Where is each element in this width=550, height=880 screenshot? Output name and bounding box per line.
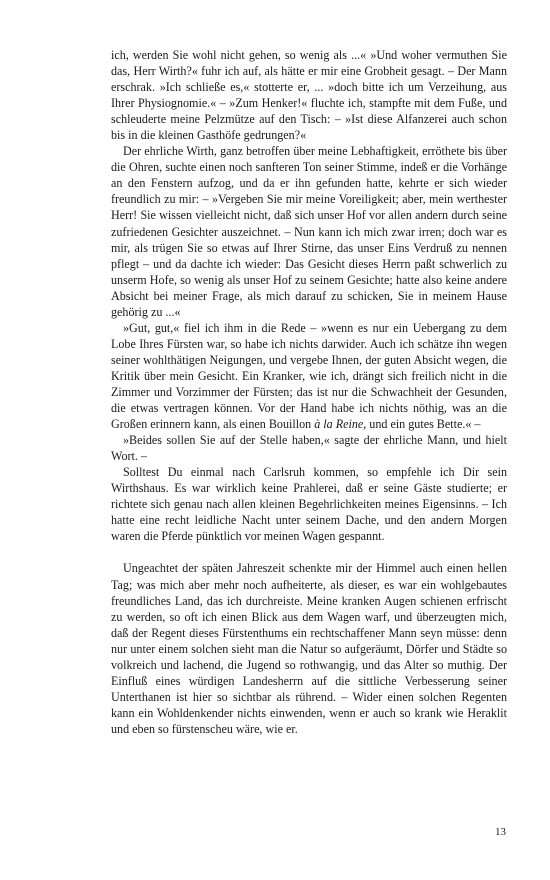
paragraph-text: und ein gutes Bette.« – — [366, 417, 481, 432]
paragraph-3 — [111, 320, 507, 432]
paragraph-2 — [111, 143, 507, 320]
paragraph-text: ich, werden Sie wohl nicht gehen, so wenig als ...« »Und woher vermuthen Sie das, Herr Wirth?« fuhr ich auf, als hätte er mir eine Grobheit gesagt. – Der Mann erschrak. »Ich schließe es,« stotterte er, ... »doch bitte ich um Verzeihung, aus Ihrer Physiognomie.« – »Zum Henker!« fluchte ich, stampfte mit dem Fuße, und schleuderte meine Pelzmütze auf den Tisch: – »Ist diese Alfanzerei auch schon bis in die kleinen Gasthöfe gedrungen?« — [111, 48, 507, 143]
paragraph-text: »Beides sollen Sie auf der Stelle haben,« sagte der ehrliche Mann, und hielt Wort. – — [111, 433, 507, 464]
italic-phrase: à la Reine, — [314, 417, 367, 432]
paragraph-5 — [111, 464, 507, 544]
paragraph-text: »Gut, gut,« fiel ich ihm in die Rede – »wenn es nur ein Uebergang zu dem Lobe Ihres Fürsten war, so habe ich nichts darwider. Auch ich schätze ihn wegen seiner wohlthätigen Neigungen, und vergebe Ihnen, der guten Absicht wegen, die Kritik über mein Gesicht. Ein Kranker, wie ich, drängt sich freilich nicht in die Zimmer und Vorzimmer der Fürsten; das ist nur die Schwachheit der Gesunden, die etwas vertragen können. Vor der Hand habe ich nichts nöthig, was an die Großen erinnern kann, als einen Bouillon — [111, 320, 507, 432]
paragraph-text: Ungeachtet der späten Jahreszeit schenkte mir der Himmel auch einen hellen Tag; was mich aber mehr noch aufheiterte, als dieser, es war ein wohlgebautes freundliches Land, das ich durchreiste. Meine kranken Augen schienen erfrischt zu werden, so oft ich einen Blick aus dem Wagen warf, und überzeugten mich, daß der Regent dieses Fürstenthums ein rechtschaffener Mann seyn müsse: denn nur unter einem solchen sieht man die Natur so aufgeräumt, Dörfer und Städte so volkreich und lachend, die Jugend so rothwangig, und das Alter so muthig. Der Einfluß eines würdigen Landesherrn auf die sittliche Verbesserung seiner Unterthanen ist hier so sichtbar als rührend. – Wider einen solchen Regenten kann ein Wohldenkender nichts einwenden, wenn er auch so krank wie Heraklit und eben so fürstenscheu wäre, wie er. — [111, 561, 507, 736]
paragraph-6 — [111, 560, 507, 737]
paragraph-text: Der ehrliche Wirth, ganz betroffen über meine Lebhaftigkeit, erröthete bis über die Ohren, suchte einen noch sanfteren Ton seiner Stimme, indeß er die Vorhänge an den Fenstern aufzog, und da er ihn gefunden hatte, kehrte er sich wieder freundlich zu mir: – »Vergeben Sie mir meine Voreiligkeit; aber, mein werthester Herr! Sie wissen vielleicht nicht, daß sich unser Hof vor allen andern durch seine zufriedenen Gesichter auszeichnet. – Nun kann ich mich zwar irren; doch war es mir, als trügen Sie so etwas auf Ihrer Stirne, das unser Eins Verdruß zu nennen pflegt – und da dachte ich wieder: Das Gesicht dieses Herrn paßt schwerlich zu unserm Hofe, so wenig als unser Hof zu seinem Gesichte; hatte also keine andere Absicht bei meiner Frage, als mich darauf zu schicken, Sie in meinem Hause gehörig zu ...« — [111, 144, 507, 319]
body-text — [111, 47, 507, 737]
page-number: 13 — [495, 826, 506, 838]
paragraph-1 — [111, 47, 507, 143]
paragraph-4 — [111, 432, 507, 464]
paragraph-text: Solltest Du einmal nach Carlsruh kommen, so empfehle ich Dir sein Wirthshaus. Es war wirklich keine Prahlerei, daß er seine Gäste studierte; er richtete sich genau nach allen kleinen Begehrlichkeiten meines Eigensinns. – Ich hatte eine recht leidliche Nacht unter seinem Dache, und den andern Morgen waren die Pferde pünktlich vor meinen Wagen gespannt. — [111, 465, 507, 544]
